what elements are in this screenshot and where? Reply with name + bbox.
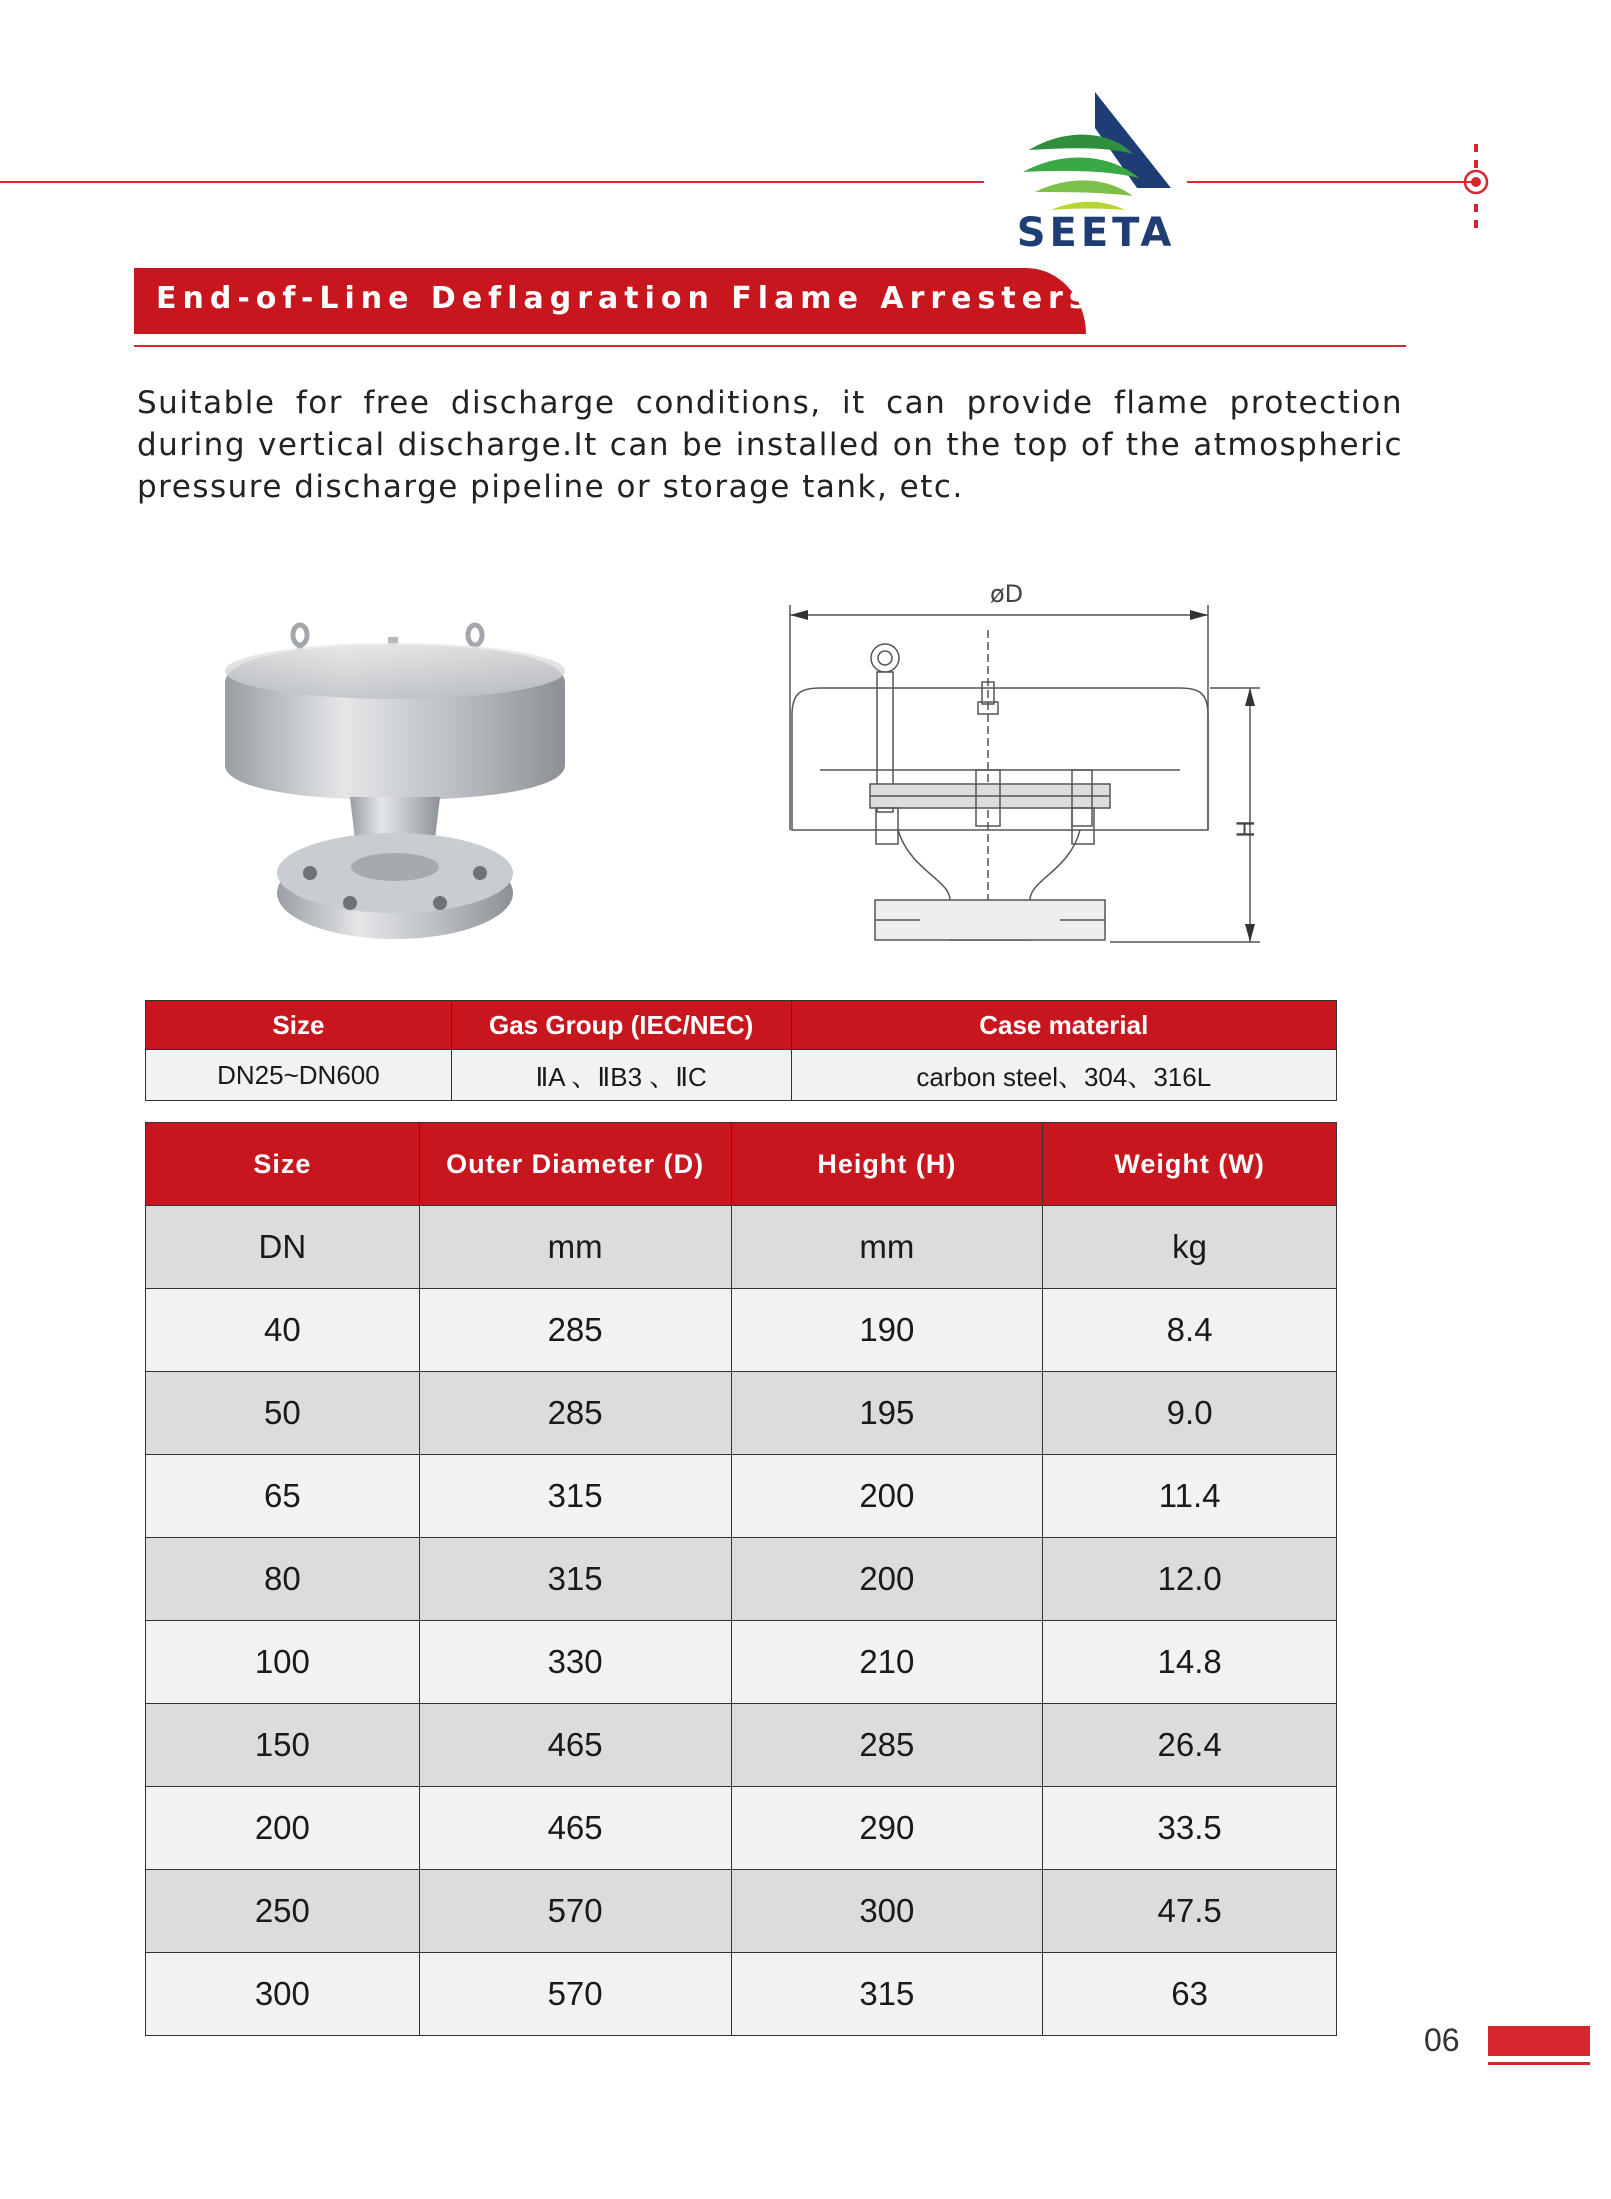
table-cell: 63 (1043, 1953, 1337, 2036)
footer-accent-line (1488, 2062, 1590, 2065)
spec-header-row (146, 1001, 1337, 1050)
spec-cell: ⅡA 、ⅡB3 、ⅡC (451, 1050, 791, 1101)
table-cell: 250 (146, 1870, 420, 1953)
technical-drawing (780, 570, 1280, 960)
product-description: Suitable for free discharge conditions, it can provide flame protection during vertical discharge.It can be installed on the top of the atmospheric pressure discharge pipeline or storage tank, etc. (137, 385, 1403, 505)
page-number: 06 (1424, 2022, 1460, 2058)
table-cell: 210 (731, 1621, 1043, 1704)
table-cell: 14.8 (1043, 1621, 1337, 1704)
table-cell: 285 (419, 1372, 731, 1455)
deco-dash (1474, 160, 1478, 168)
table-cell: 150 (146, 1704, 420, 1787)
table-row (146, 1870, 1337, 1953)
table-cell: 285 (731, 1704, 1043, 1787)
unit-cell: mm (419, 1206, 731, 1289)
table-cell: 315 (731, 1953, 1043, 2036)
table-cell: 100 (146, 1621, 420, 1704)
header-rule-right (1187, 181, 1473, 183)
table-row (146, 1538, 1337, 1621)
spec-table (145, 1000, 1337, 1101)
table-cell: 570 (419, 1870, 731, 1953)
table-row (146, 1455, 1337, 1538)
table-cell: 465 (419, 1787, 731, 1870)
brand-name: SEETA (1016, 210, 1176, 256)
table-cell: 465 (419, 1704, 731, 1787)
table-cell: 200 (731, 1455, 1043, 1538)
deco-dash (1474, 220, 1478, 228)
table-row (146, 1787, 1337, 1870)
diameter-dimension-label: øD (990, 580, 1024, 608)
table-cell: 330 (419, 1621, 731, 1704)
dim-header: Outer Diameter (D) (419, 1123, 731, 1206)
table-cell: 12.0 (1043, 1538, 1337, 1621)
target-icon (1462, 168, 1490, 196)
spec-cell: carbon steel、304、316L (791, 1050, 1336, 1101)
spec-header: Gas Group (IEC/NEC) (451, 1001, 791, 1050)
table-cell: 47.5 (1043, 1870, 1337, 1953)
table-cell: 285 (419, 1289, 731, 1372)
table-cell: 315 (419, 1455, 731, 1538)
dim-header: Height (H) (731, 1123, 1043, 1206)
deco-dash (1474, 204, 1478, 212)
table-cell: 300 (731, 1870, 1043, 1953)
page-title: End-of-Line Deflagration Flame Arresters (156, 281, 1093, 316)
table-cell: 11.4 (1043, 1455, 1337, 1538)
dim-header-row (146, 1123, 1337, 1206)
table-cell: 80 (146, 1538, 420, 1621)
table-cell: 300 (146, 1953, 420, 2036)
table-cell: 40 (146, 1289, 420, 1372)
dim-header: Weight (W) (1043, 1123, 1337, 1206)
table-cell: 8.4 (1043, 1289, 1337, 1372)
product-photo (220, 605, 580, 945)
table-row (146, 1704, 1337, 1787)
table-cell: 26.4 (1043, 1704, 1337, 1787)
spec-header: Size (146, 1001, 452, 1050)
table-cell: 33.5 (1043, 1787, 1337, 1870)
spec-cell: DN25~DN600 (146, 1050, 452, 1101)
unit-cell: kg (1043, 1206, 1337, 1289)
table-cell: 570 (419, 1953, 731, 2036)
table-cell: 65 (146, 1455, 420, 1538)
unit-cell: DN (146, 1206, 420, 1289)
dim-header: Size (146, 1123, 420, 1206)
units-row (146, 1206, 1337, 1289)
table-row (146, 1289, 1337, 1372)
height-dimension-label: H (1232, 819, 1261, 839)
spec-row (146, 1050, 1337, 1101)
table-row (146, 1621, 1337, 1704)
table-row (146, 1372, 1337, 1455)
footer-accent-bar (1488, 2026, 1590, 2056)
unit-cell: mm (731, 1206, 1043, 1289)
spec-header: Case material (791, 1001, 1336, 1050)
table-cell: 315 (419, 1538, 731, 1621)
table-cell: 190 (731, 1289, 1043, 1372)
deco-dash (1474, 144, 1478, 152)
table-cell: 200 (146, 1787, 420, 1870)
table-cell: 195 (731, 1372, 1043, 1455)
table-cell: 200 (731, 1538, 1043, 1621)
dimensions-table (145, 1122, 1337, 2036)
table-row (146, 1953, 1337, 2036)
table-cell: 290 (731, 1787, 1043, 1870)
table-cell: 50 (146, 1372, 420, 1455)
header-rule-left (0, 181, 984, 183)
title-underline (134, 345, 1406, 347)
table-cell: 9.0 (1043, 1372, 1337, 1455)
